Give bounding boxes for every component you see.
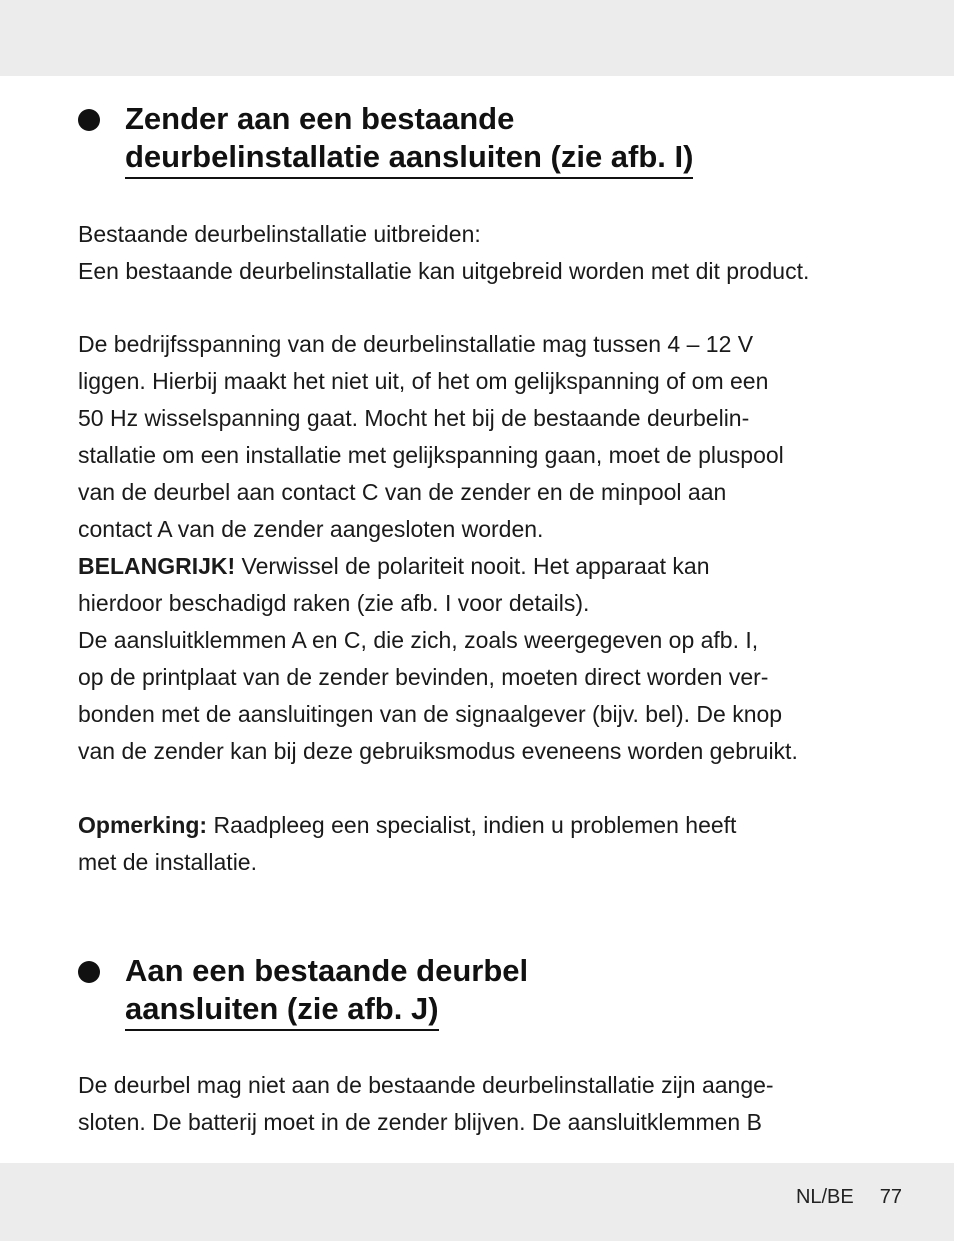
text-line: contact A van de zender aangesloten worden. [78, 516, 544, 542]
section-title-line: Zender aan een bestaande [125, 101, 515, 136]
text-line: De bedrijfsspanning van de deurbelinstallatie mag tussen 4 – 12 V [78, 331, 754, 357]
text-line: De deurbel mag niet aan de bestaande deurbelinstallatie zijn aange- [78, 1072, 774, 1098]
section-title-line: aansluiten (zie afb. J) [125, 990, 439, 1031]
paragraph-existing-doorbell [78, 1067, 898, 1141]
text-line: liggen. Hierbij maakt het niet uit, of het om gelijkspanning of om een [78, 368, 769, 394]
text-fragment: Verwissel de polariteit nooit. Het apparaat kan [235, 553, 710, 579]
top-band [0, 0, 954, 76]
paragraph-extend-installation [78, 216, 898, 290]
text-line: van de deurbel aan contact C van de zender en de minpool aan [78, 479, 727, 505]
page-number: 77 [879, 1186, 902, 1208]
bullet-icon [78, 961, 100, 983]
text-line: stallatie om een installatie met gelijkspanning gaan, moet de pluspool [78, 442, 784, 468]
page-footer [796, 1186, 902, 1209]
paragraph-note [78, 807, 898, 881]
important-label: BELANGRIJK! [78, 553, 236, 579]
section-title [125, 952, 528, 1031]
text-line: op de printplaat van de zender bevinden, moeten direct worden ver- [78, 664, 769, 690]
paragraph-operating-voltage [78, 326, 898, 770]
text-line: met de installatie. [78, 849, 257, 875]
note-label: Opmerking: [78, 812, 208, 838]
text-line [78, 548, 898, 585]
text-line: Een bestaande deurbelinstallatie kan uitgebreid worden met dit product. [78, 258, 810, 284]
text-line [78, 807, 898, 844]
text-line: sloten. De batterij moet in de zender blijven. De aansluitklemmen B [78, 1109, 762, 1135]
text-line: van de zender kan bij deze gebruiksmodus eveneens worden gebruikt. [78, 738, 798, 764]
text-line: 50 Hz wisselspanning gaat. Mocht het bij de bestaande deurbelin- [78, 405, 750, 431]
text-line: hierdoor beschadigd raken (zie afb. I voor details). [78, 590, 590, 616]
section-title [125, 100, 693, 179]
locale-label: NL/BE [795, 1186, 854, 1208]
text-line: bonden met de aansluitingen van de signaalgever (bijv. bel). De knop [78, 701, 783, 727]
text-line: De aansluitklemmen A en C, die zich, zoals weergegeven op afb. I, [78, 627, 759, 653]
bullet-icon [78, 109, 100, 131]
text-line: Bestaande deurbelinstallatie uitbreiden: [78, 221, 481, 247]
text-fragment: Raadpleeg een specialist, indien u problemen heeft [207, 812, 737, 838]
section-title-line: deurbelinstallatie aansluiten (zie afb. I) [125, 138, 693, 179]
section-title-line: Aan een bestaande deurbel [125, 953, 529, 988]
